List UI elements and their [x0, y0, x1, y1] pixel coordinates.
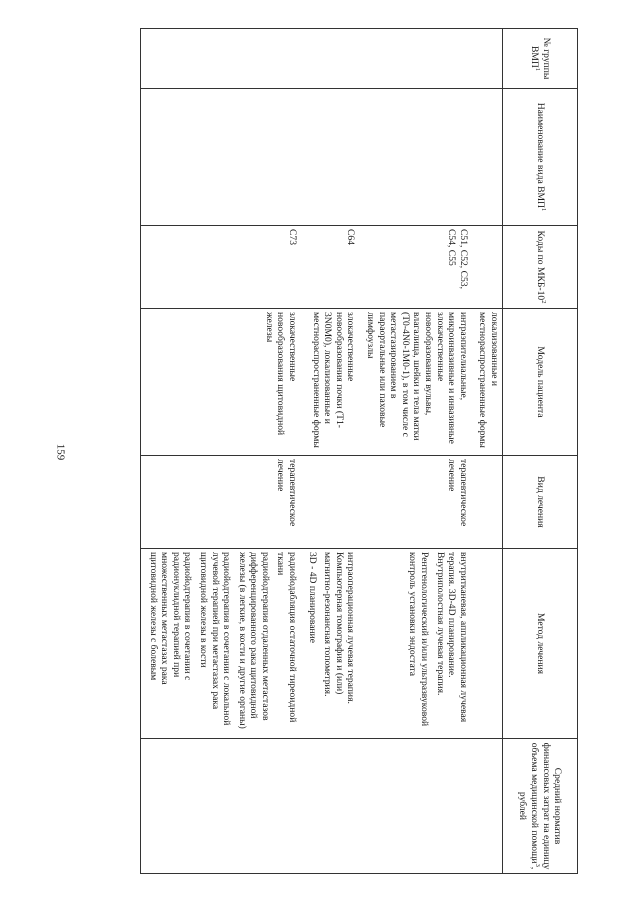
- header-icd-codes: Коды по МКБ-$10^2$: [503, 226, 578, 309]
- cell-treatment: терапевтическое лечение: [140, 456, 300, 549]
- cell-vmp-name: [358, 89, 470, 226]
- header-vmp-name: Наименование вида ВМП$^1$: [503, 89, 578, 226]
- cell-cost: [471, 739, 503, 874]
- cell-group-no: [471, 29, 503, 89]
- table-row: [358, 29, 470, 874]
- cell-model: [300, 309, 358, 456]
- model-text: злокачественные новообразования щитовидной железы: [263, 312, 299, 436]
- method-item: радиойодтерапия в сочетании с радионуклидной терапией при множественных метастазах рака щитовидной железы с болевым: [147, 552, 194, 685]
- cell-methods: [300, 549, 358, 739]
- method-item: радиойодтерапия в сочетании с локальной лучевой терапией при метастазах рака щитовидной железы в кости: [197, 552, 233, 726]
- cell-model: [358, 309, 470, 456]
- table-row: [140, 29, 300, 874]
- cell-model: [140, 309, 300, 456]
- cell-methods: [140, 549, 300, 739]
- cell-treatment: [471, 456, 503, 549]
- method-item: радиойодтерапия отдаленных метастазов дифференцированного рака щитовидной железы (в легкие, в кости и другие органы): [236, 552, 271, 729]
- method-item: интраоперационная лучевая терапия. Компьютерная томография и (или) магнитно-резонансная топометрия.: [322, 552, 357, 704]
- method-item: 3D - 4D планирование: [306, 552, 318, 644]
- cell-cost: [300, 739, 358, 874]
- header-cost: Средний норматив финансовых затрат на единицу объема медицинской помощи$^3$, рублей: [503, 739, 578, 874]
- cell-methods: [358, 549, 470, 739]
- model-text: злокачественные новообразования почки (T1-3N0M0), локализованные и местнораспространенные формы: [310, 312, 357, 448]
- cell-treatment: [300, 456, 358, 549]
- cell-cost: [358, 739, 470, 874]
- header-group-no: № группы ВМП$^1$: [503, 29, 578, 89]
- table-row: [471, 29, 503, 874]
- model-text: локализованные и местнораспространенные формы: [477, 312, 500, 448]
- rotated-table-container: [88, 28, 578, 873]
- cell-codes: C64: [300, 226, 358, 309]
- cell-methods: [471, 549, 503, 739]
- cell-model: [471, 309, 503, 456]
- cell-group-no: [358, 29, 470, 89]
- method-item: внутритканевая, аппликационная лучевая терапия. 3D-4D планирование. Внутриполостная лучевая терапия.: [434, 552, 469, 723]
- header-patient-model: Модель пациента: [503, 309, 578, 456]
- cell-codes: [471, 226, 503, 309]
- table-row: [300, 29, 358, 874]
- cell-codes: C73: [140, 226, 300, 309]
- cell-vmp-name: [300, 89, 358, 226]
- cell-codes: C51, C52, C53, C54, C55: [358, 226, 470, 309]
- cell-vmp-name: [140, 89, 300, 226]
- cell-group-no: [300, 29, 358, 89]
- header-treatment-type: Вид лечения: [503, 456, 578, 549]
- page-number: 159: [54, 443, 67, 461]
- cell-vmp-name: [471, 89, 503, 226]
- table-header-row: [503, 29, 578, 874]
- cell-cost: [140, 739, 300, 874]
- cell-treatment: терапевтическое лечение: [358, 456, 470, 549]
- method-item: Рентгенологический и/или ультразвуковой контроль установки эндостата: [407, 552, 431, 727]
- header-treatment-method: Метод лечения: [503, 549, 578, 739]
- cell-group-no: [140, 29, 300, 89]
- vmp-table: [140, 28, 578, 874]
- model-text: интраэпителиальные, микроинвазивные и инвазивные злокачественные новообразования вульвы, влагалища, шейки и тела матки (T0-4N0-1M0-1), в том числе с метастазированием в параортальные или паховые лимфоузлы: [365, 312, 469, 444]
- method-item: радиойодабляция остаточной тиреоидной ткани: [275, 552, 299, 723]
